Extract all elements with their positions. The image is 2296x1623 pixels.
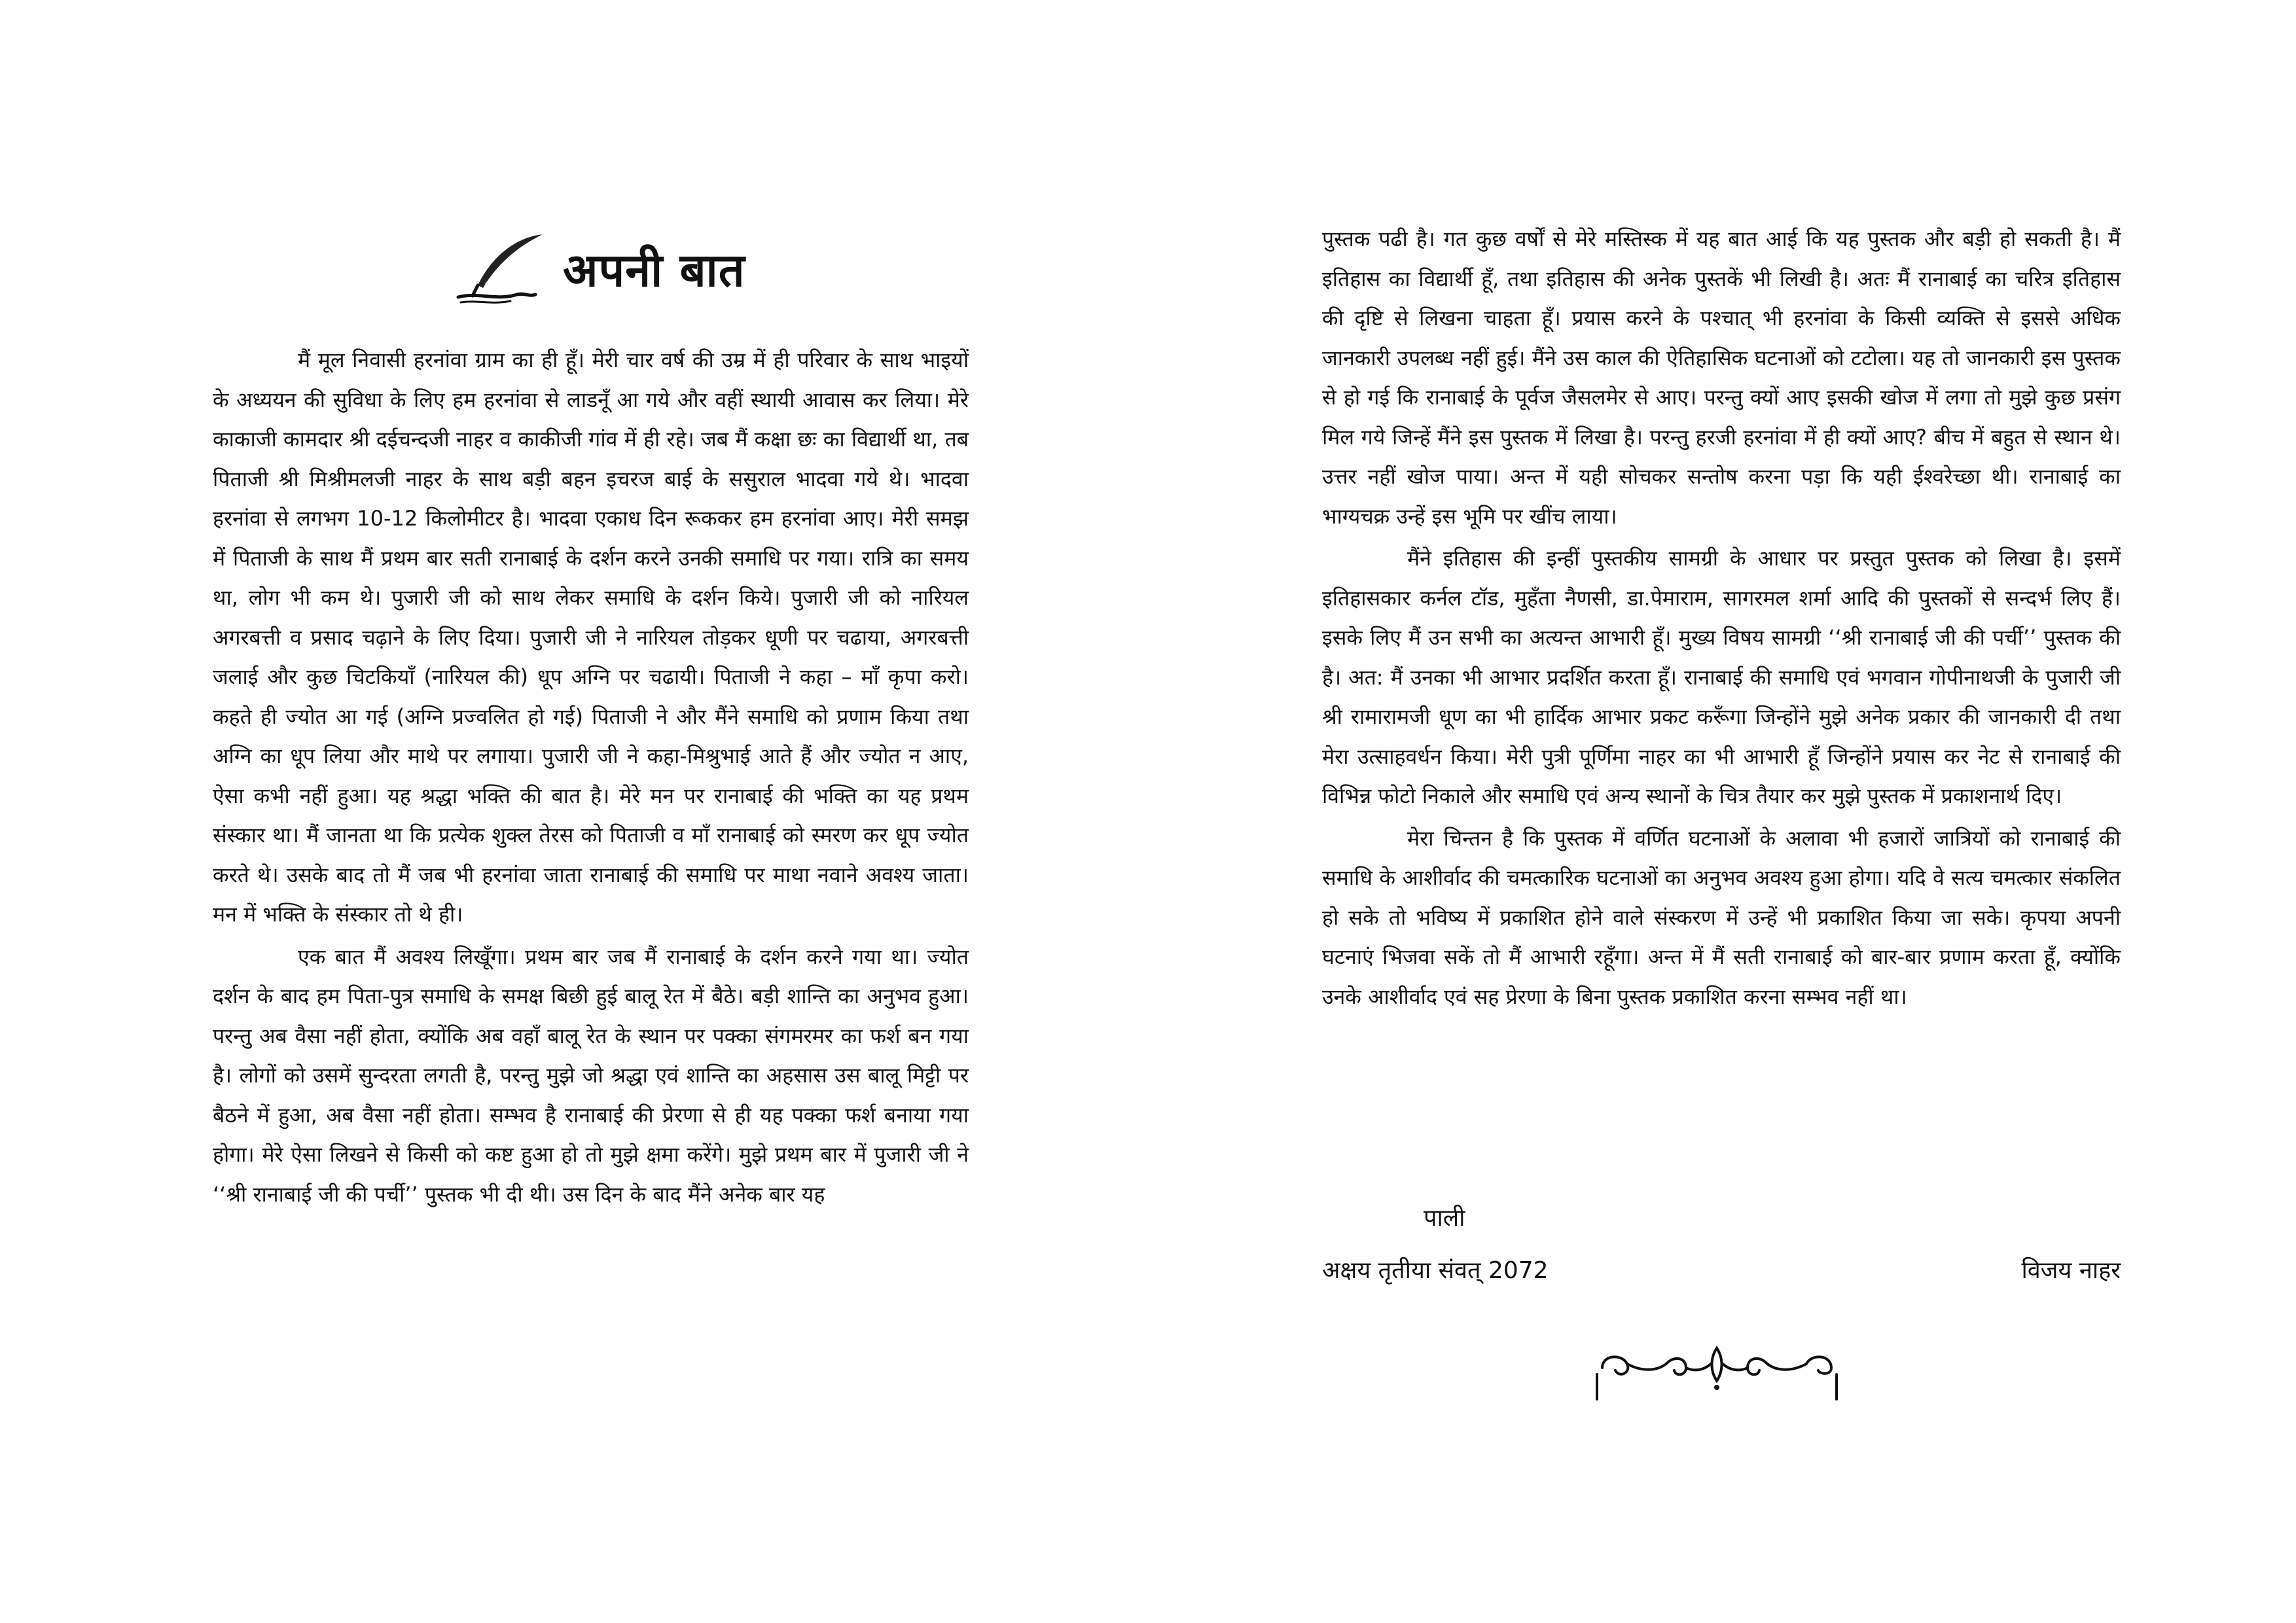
right-text-column <box>1322 219 2121 1019</box>
signature-author: विजय नाहर <box>2021 1257 2121 1284</box>
paragraph: पुस्तक पढी है। गत कुछ वर्षों से मेरे मस्तिस्क में यह बात आई कि यह पुस्तक और बड़ी हो सकती है। मैं इतिहास का विद्यार्थी हूँ, तथा इतिहास की अनेक पुस्तकें भी लिखी है। अतः मैं रानाबाई का चरित्र इतिहास की दृष्टि से लिखना चाहता हूँ। प्रयास करने के पश्चात् भी हरनांवा के किसी व्यक्ति से इससे अधिक जानकारी उपलब्ध नहीं हुई। मैंने उस काल की ऐतिहासिक घटनाओं को टटोला। यह तो जानकारी इस पुस्तक से हो गई कि रानाबाई के पूर्वज जैसलमेर से आए। परन्तु क्यों आए इसकी खोज में लगा तो मुझे कुछ प्रसंग मिल गये जिन्हें मैंने इस पुस्तक में लिखा है। परन्तु हरजी हरनांवा में ही क्यों आए? बीच में बहुत से स्थान थे। उत्तर नहीं खोज पाया। अन्त में यही सोचकर सन्तोष करना पड़ा कि यही ईश्वरेच्छा थी। रानाबाई का भाग्यचक्र उन्हें इस भूमि पर खींच लाया। <box>1322 226 2121 529</box>
paragraph: एक बात मैं अवश्य लिखूँगा। प्रथम बार जब मैं रानाबाई के दर्शन करने गया था। ज्योत दर्शन के बाद हम पिता-पुत्र समाधि के समक्ष बिछी हुई बालू रेत में बैठे। बड़ी शान्ति का अनुभव हुआ। परन्तु अब वैसा नहीं होता, क्योंकि अब वहाँ बालू रेत के स्थान पर पक्का संगमरमर का फर्श बन गया है। लोगों को उसमें सुन्दरता लगती है, परन्तु मुझे जो श्रद्धा एवं शान्ति का अहसास उस बालू मिट्टी पर बैठने में हुआ, अब वैसा नहीं होता। सम्भव है रानाबाई की प्रेरणा से ही यह पक्का फर्श बनाया गया होगा। मेरे ऐसा लिखने से किसी को कष्ट हुआ हो तो मुझे क्षमा करेंगे। मुझे प्रथम बार में पुजारी जी ने ‘‘श्री रानाबाई जी की पर्ची’’ पुस्तक भी दी थी। उस दिन के बाद मैंने अनेक बार यह <box>213 944 969 1207</box>
heading <box>452 223 818 314</box>
page-title: अपनी बात <box>563 243 745 297</box>
left-text-column <box>213 340 969 1217</box>
paragraph: मेरा चिन्तन है कि पुस्तक में वर्णित घटनाओं के अलावा भी हजारों जात्रियों को रानाबाई की समाधि के आशीर्वाद की चमत्कारिक घटनाओं का अनुभव अवश्य हुआ होगा। यदि वे सत्य चमत्कार संकलित हो सके तो भविष्य में प्रकाशित होने वाले संस्करण में उन्हें भी प्रकाशित किया जा सके। कृपया अपनी घटनाएं भिजवा सकें तो मैं आभारी रहूँगा। अन्त में मैं सती रानाबाई को बार-बार प्रणाम करता हूँ, क्योंकि उनके आशीर्वाद एवं सह प्रेरणा के बिना पुस्तक प्रकाशित करना सम्भव नहीं था। <box>1322 825 2121 1009</box>
signature-place: पाली <box>1424 1205 1465 1232</box>
floral-divider-ornament <box>1596 1342 1838 1400</box>
paragraph: मैंने इतिहास की इन्हीं पुस्तकीय सामग्री के आधार पर प्रस्तुत पुस्तक को लिखा है। इसमें इतिहासकार कर्नल टॉड, मुहँता नैणसी, डा.पेमाराम, सागरमल शर्मा आदि की पुस्तकों से सन्दर्भ लिए हैं। इसके लिए मैं उन सभी का अत्यन्त आभारी हूँ। मुख्य विषय सामग्री ‘‘श्री रानाबाई जी की पर्ची’’ पुस्तक की है। अत: मैं उनका भी आभार प्रदर्शित करता हूँ। रानाबाई की समाधि एवं भगवान गोपीनाथजी के पुजारी जी श्री रामारामजी धूण का भी हार्दिक आभार प्रकट करूँगा जिन्होंने मुझे अनेक प्रकार की जानकारी दी तथा मेरा उत्साहवर्धन किया। मेरी पुत्री पूर्णिमा नाहर का भी आभारी हूँ जिन्होंने प्रयास कर नेट से रानाबाई की विभिन्न फोटो निकाले और समाधि एवं अन्य स्थानों के चित्र तैयार कर मुझे पुस्तक में प्रकाशनार्थ दिए। <box>1322 546 2121 808</box>
paragraph: मैं मूल निवासी हरनांवा ग्राम का ही हूँ। मेरी चार वर्ष की उम्र में ही परिवार के साथ भाइयों के अध्ययन की सुविधा के लिए हम हरनांवा से लाडनूँ आ गये और वहीं स्थायी आवास कर लिया। मेरे काकाजी कामदार श्री दईचन्दजी नाहर व काकीजी गांव में ही रहे। जब मैं कक्षा छः का विद्यार्थी था, तब पिताजी श्री मिश्रीमलजी नाहर के साथ बड़ी बहन इचरज बाई के ससुराल भादवा गये थे। भादवा हरनांवा से लगभग 10-12 किलोमीटर है। भादवा एकाध दिन रूककर हम हरनांवा आए। मेरी समझ में पिताजी के साथ मैं प्रथम बार सती रानाबाई के दर्शन करने उनकी समाधि पर गया। रात्रि का समय था, लोग भी कम थे। पुजारी जी को साथ लेकर समाधि के दर्शन किये। पुजारी जी को नारियल अगरबत्ती व प्रसाद चढ़ाने के लिए दिया। पुजारी जी ने नारियल तोड़कर धूणी पर चढाया, अगरबत्ती जलाई और कुछ चिटकियाँ (नारियल की) धूप अग्नि पर चढायी। पिताजी ने कहा – माँ कृपा करो। कहते ही ज्योत आ गई (अग्नि प्रज्वलित हो गई) पिताजी ने और मैंने समाधि को प्रणाम किया तथा अग्नि का धूप लिया और माथे पर लगाया। पुजारी जी ने कहा-मिश्रुभाई आते हैं और ज्योत न आए, ऐसा कभी नहीं हुआ। यह श्रद्धा भक्ति की बात है। मेरे मन पर रानाबाई की भक्ति का यह प्रथम संस्कार था। मैं जानता था कि प्रत्येक शुक्ल तेरस को पिताजी व माँ रानाबाई को स्मरण कर धूप ज्योत करते थे। उसके बाद तो मैं जब भी हरनांवा जाता रानाबाई की समाधि पर माथा नवाने अवश्य जाता। मन में भक्ति के संस्कार तो थे ही। <box>213 348 969 927</box>
signature-date: अक्षय तृतीया संवत् 2072 <box>1322 1257 1549 1284</box>
signature-row <box>1322 1253 2121 1285</box>
quill-pen-icon <box>452 229 550 308</box>
